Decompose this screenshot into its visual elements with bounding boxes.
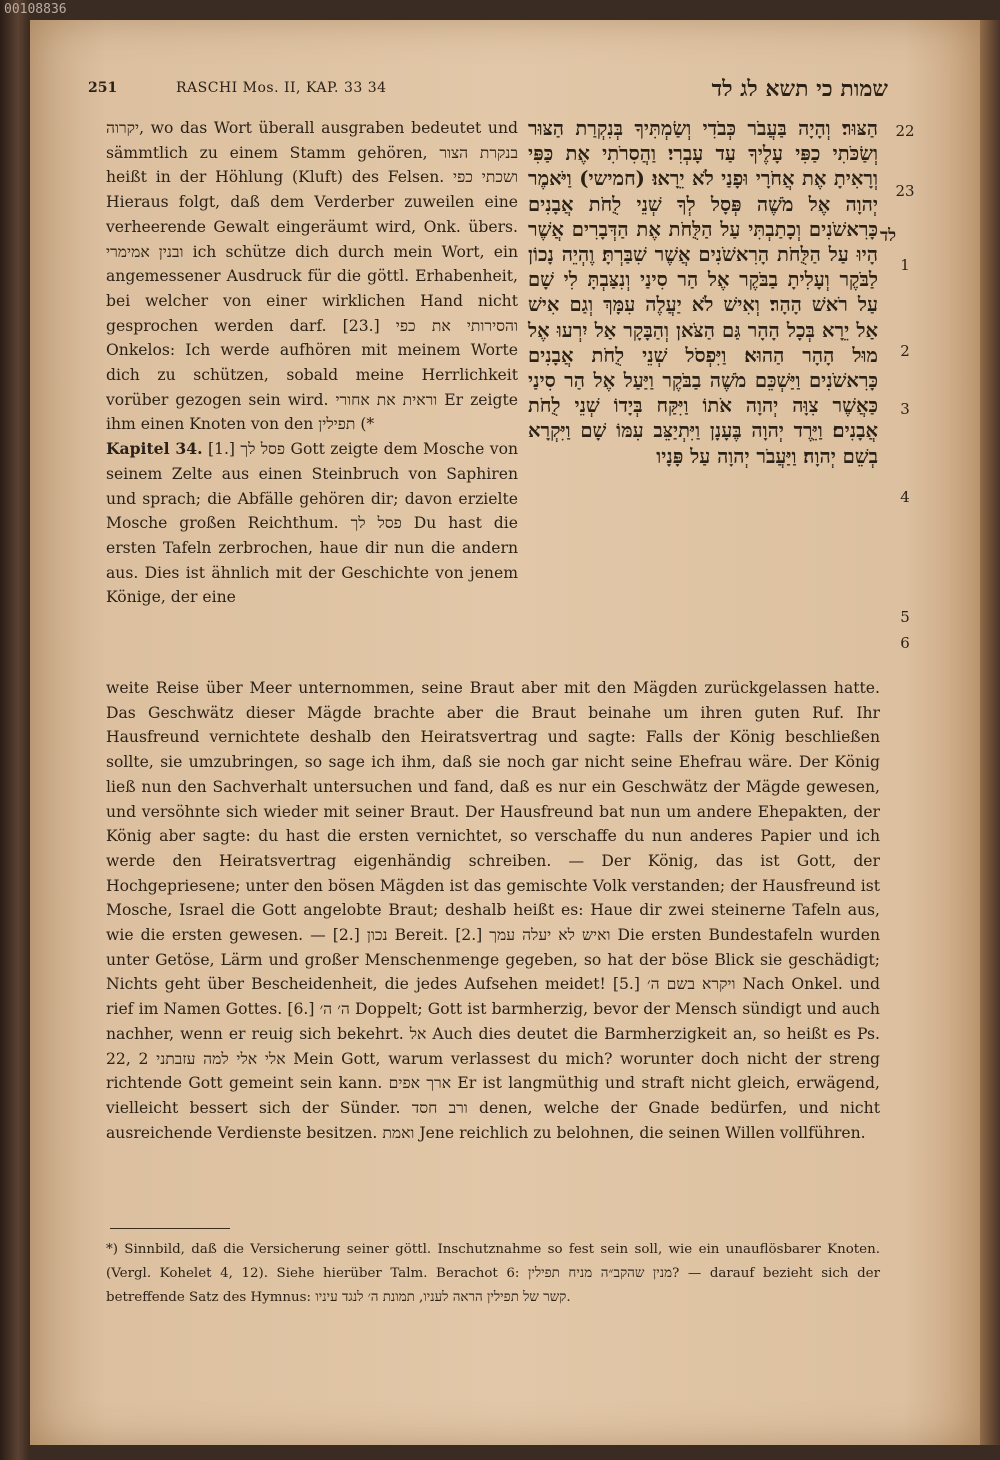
chapter-heading: Kapitel 34. xyxy=(106,439,203,459)
scan-id: 00108836 xyxy=(4,2,67,17)
commentary-text: [1.] פסל לך Gott zeigte dem Mosche von seinem Zelte aus einen Steinbruch von Saphiren und sprach; die Abfälle gehören dir; davon erzielte Mosche großen Reichthum. פסל לך Du hast die ersten Tafeln zerbrochen, haue dir nun die andern aus. Dies ist ähnlich mit der Geschichte von jenem Könige, der eine xyxy=(106,440,519,607)
page-header xyxy=(88,76,888,102)
hebrew-verses xyxy=(528,116,878,469)
commentary-paragraph: weite Reise über Meer unternommen, seine Braut aber mit den Mägden zurückgelassen hatte. Das Geschwätz dieser Mägde brachte aber die Braut beinahe um ihren guten Ruf. Ihr Hausfreund vernichtete deshalb den Heiratsvertrag und sagte: Falls der König beschließen sollte, sie umzubringen, so sage ich ihm, daß sie noch gar nicht seine Ehefrau wäre. Der König ließ nun den Sachverhalt untersuchen und fand, daß es nur ein Geschwätz der Mägde gewesen, und versöhnte sich wieder mit seiner Braut. Der Hausfreund bat nun um andere Ehepakten, der König aber sagte: du hast die ersten vernichtet, so verschaffe du nun anderes Papier und ich werde den Heiratsvertrag eigenhändig schreiben. — Der König, das ist Gott, der Hochgepriesene; unter den bösen Mägden ist das gemischte Volk verstanden; der Hausfreund ist Mosche, Israel die Gott angelobte Braut; deshalb heißt es: Haue dir zwei steinerne Tafeln aus, wie die ersten gewesen. — [2.] נכון Bereit. [2.] ואיש לא יעלה עמך Die ersten Bundestafeln wurden unter Getöse, Lärm und großer Menschenmenge gegeben, so hat der böse Blick sie geschädigt; Nichts geht über Bescheidenheit, die jedes Aufsehen meidet! [5.] ויקרא בשם ה׳ Nach Onkel. und rief im Namen Gottes. [6.] ה׳ ה׳ Doppelt; Gott ist barmherzig, bevor der Mensch sündigt und auch nachher, wenn er reuig sich bekehrt. אל Auch dies deutet die Barmherzigkeit an, so heißt es Ps. 22, 2 אלי אלי למה עזבתני Mein Gott, warum verlassest du mich? worunter doch nicht der streng richtende Gott gemeint sein kann. ארך אפים Er ist langmüthig und straft nicht gleich, erwägend, vielleicht bessert sich der Sünder. ורב חסד denen, welche der Gnade bedürfen, und nicht ausreichende Verdienste besitzen. ואמת Jene reichlich zu belohnen, die seinen Willen vollführen. xyxy=(106,679,881,1142)
hebrew-verse-text: הַצּוּר׃ וְהָיָה בַּעֲבֹר כְּבֹדִי וְשַׂמְתִּיךָ בְּנִקְרַת הַצּוּר וְשַׂכֹּתִי כַפִּי עָלֶיךָ עַד עָבְרִי׃ וַהֲסִרֹתִי אֶת כַּפִּי וְרָאִיתָ אֶת אֲחֹרָי וּפָנַי לֹא יֵרָאוּ׃ (חמישי) וַיֹּאמֶר יְהוָה אֶל מֹשֶׁה פְּסָל לְךָ שְׁנֵי לֻחֹת אֲבָנִים כָּרִאשֹׁנִים וְכָתַבְתִּי עַל הַלֻּחֹת אֶת הַדְּבָרִים אֲשֶׁר הָיוּ עַל הַלֻּחֹת הָרִאשֹׁנִים אֲשֶׁר שִׁבַּרְתָּ׃ וֶהְיֵה נָכוֹן לַבֹּקֶר וְעָלִיתָ בַבֹּקֶר אֶל הַר סִינַי וְנִצַּבְתָּ לִי שָׁם עַל רֹאשׁ הָהָר׃ וְאִישׁ לֹא יַעֲלֶה עִמָּךְ וְגַם אִישׁ אַל יֵרָא בְּכָל הָהָר גַּם הַצֹּאן וְהַבָּקָר אַל יִרְעוּ אֶל מוּל הָהָר הַהוּא׃ וַיִּפְסֹל שְׁנֵי לֻחֹת אֲבָנִים כָּרִאשֹׁנִים וַיַּשְׁכֵּם מֹשֶׁה בַבֹּקֶר וַיַּעַל אֶל הַר סִינַי כַּאֲשֶׁר צִוָּה יְהוָה אֹתוֹ וַיִּקַּח בְּיָדוֹ שְׁנֵי לֻחֹת אֲבָנִים׃ וַיֵּרֶד יְהוָה בֶּעָנָן וַיִּתְיַצֵּב עִמּוֹ שָׁם וַיִּקְרָא בְשֵׁם יְהוָה׃ וַיַּעֲבֹר יְהוָה עַל פָּנָיו xyxy=(528,117,878,468)
verse-number: 1 xyxy=(900,256,910,274)
footnote-text: *) Sinnbild, daß die Versicherung seiner göttl. Inschutznahme so fest sein soll, wie ein unauflösbarer Knoten. (Vergl. Kohelet 4, 12). Siehe hierüber Talm. Berachot 6: מנין שהקב״ה מניח תפילין? — darauf bezieht sich der betreffende Satz des Hymnus: קשר של תפילין הראה לעניו, תמונת ה׳ לנגד עיניו. xyxy=(106,1242,880,1305)
chapter-marker: לד xyxy=(880,226,897,246)
page-edge xyxy=(980,20,1000,1445)
verse-number: 5 xyxy=(900,608,910,626)
verse-number: 2 xyxy=(900,342,910,360)
commentary-column xyxy=(106,116,518,610)
commentary-paragraph: יקרוה, wo das Wort überall ausgraben bedeutet und sämmtlich zu einem Stamm gehören, בנקרת הצור heißt in der Höhlung (Kluft) des Felsen. ושכתי כפי Hieraus folgt, daß dem Verderber zuweilen eine verheerende Gewalt eingeräumt wird, Onk. übers. ובנין אמימרי ich schütze dich durch mein Wort, ein angemessener Ausdruck für die göttl. Erhabenheit, bei welcher von einer wirklichen Hand nicht gesprochen werden darf. [23.] והסירותי את כפי Onkelos: Ich werde aufhören mit meinem Worte dich zu schützen, sobald meine Herrlichkeit vorüber gezogen sein wird. וראית את אחורי Er zeigte ihm einen Knoten von den תפילין (* xyxy=(106,119,518,434)
verse-number: 3 xyxy=(900,400,910,418)
page-number: 251 xyxy=(88,80,118,96)
footnote xyxy=(106,1238,880,1310)
verse-number: 6 xyxy=(900,634,910,652)
verse-number: 23 xyxy=(895,182,915,200)
commentary-fullwidth xyxy=(106,676,880,1145)
commentary-paragraph xyxy=(106,437,518,610)
verse-number: 4 xyxy=(900,488,910,506)
running-title: RASCHI Mos. II, KAP. 33 34 xyxy=(176,80,387,96)
verse-number: 22 xyxy=(895,122,915,140)
footnote-divider xyxy=(110,1228,230,1229)
book-binding xyxy=(0,0,30,1460)
hebrew-running-title: שמות כי תשא לג לד xyxy=(711,76,888,102)
